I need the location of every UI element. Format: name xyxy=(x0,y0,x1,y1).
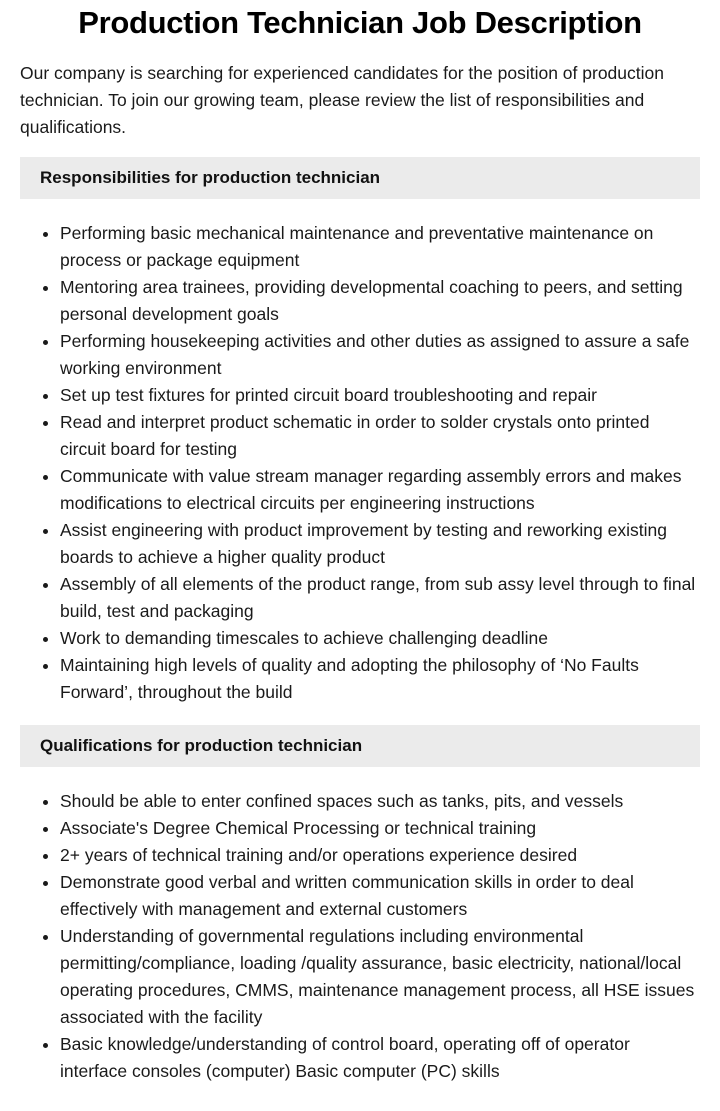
list-item: • Mentoring area trainees, providing developmental coaching to peers, and setting personal development goals xyxy=(60,274,700,328)
list-item: • 2+ years of technical training and/or operations experience desired xyxy=(60,842,700,869)
list-item: • Understanding of governmental regulations including environmental permitting/compliance, loading /quality assurance, basic electricity, national/local operating procedures, CMMS, maintenance management process, all HSE issues associated with the facility xyxy=(60,923,700,1031)
list-item: • Assembly of all elements of the product range, from sub assy level through to final build, test and packaging xyxy=(60,571,700,625)
list-item: • Performing basic mechanical maintenance and preventative maintenance on process or package equipment xyxy=(60,220,700,274)
list-item: • Maintaining high levels of quality and adopting the philosophy of ‘No Faults Forward’, throughout the build xyxy=(60,652,700,706)
page-title: Production Technician Job Description xyxy=(78,5,642,40)
responsibilities-list xyxy=(20,220,700,706)
qualifications-heading: Qualifications for production technician xyxy=(20,725,700,767)
list-item: • Performing housekeeping activities and other duties as assigned to assure a safe working environment xyxy=(60,328,700,382)
list-item: • Communicate with value stream manager regarding assembly errors and makes modifications to electrical circuits per engineering instructions xyxy=(60,463,700,517)
list-item: • Demonstrate good verbal and written communication skills in order to deal effectively with management and external customers xyxy=(60,869,700,923)
list-item: • Associate's Degree Chemical Processing or technical training xyxy=(60,815,700,842)
list-item: • Basic knowledge/understanding of control board, operating off of operator interface consoles (computer) Basic computer (PC) skills xyxy=(60,1031,700,1085)
list-item: • Read and interpret product schematic in order to solder crystals onto printed circuit board for testing xyxy=(60,409,700,463)
qualifications-list xyxy=(20,788,700,1085)
list-item: • Should be able to enter confined spaces such as tanks, pits, and vessels xyxy=(60,788,700,815)
list-item: • Work to demanding timescales to achieve challenging deadline xyxy=(60,625,700,652)
list-item: • Set up test fixtures for printed circuit board troubleshooting and repair xyxy=(60,382,700,409)
intro-paragraph: Our company is searching for experienced candidates for the position of production technician. To join our growing team, please review the list of responsibilities and qualifications. xyxy=(20,63,664,137)
responsibilities-heading: Responsibilities for production technician xyxy=(20,157,700,199)
list-item: • Assist engineering with product improvement by testing and reworking existing boards to achieve a higher quality product xyxy=(60,517,700,571)
